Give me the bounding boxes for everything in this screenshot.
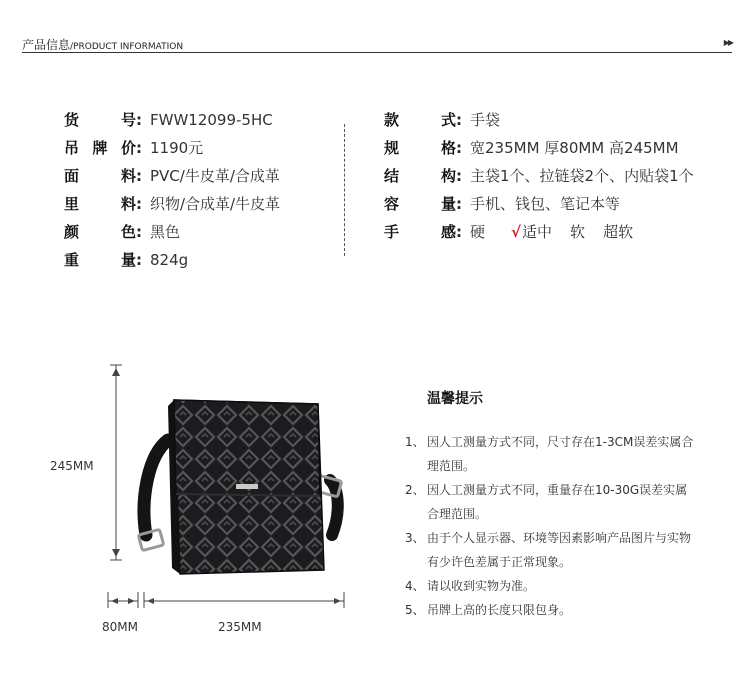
spec-row <box>64 218 280 246</box>
spec-row <box>384 162 694 190</box>
section-title <box>22 38 183 52</box>
spec-row <box>384 106 694 134</box>
spec-row <box>64 106 280 134</box>
spec-colon: : <box>136 139 142 157</box>
tip-text: 请以收到实物为准。 <box>427 579 536 593</box>
spec-label-char: 牌 <box>92 139 108 157</box>
spec-label <box>64 162 136 190</box>
spec-label <box>384 218 456 246</box>
tip-item <box>405 598 697 622</box>
spec-list-right <box>384 106 694 246</box>
tips-title: 温馨提示 <box>427 391 483 407</box>
spec-label <box>64 246 136 274</box>
spec-label <box>64 106 136 134</box>
spec-colon: : <box>136 167 142 185</box>
spec-value: 宽235MM 厚80MM 高245MM <box>470 139 679 157</box>
spec-label-char: 结 <box>384 167 400 185</box>
spec-row <box>64 190 280 218</box>
spec-label-char: 价 <box>120 139 136 157</box>
tip-number: 3、 <box>405 531 425 545</box>
feel-option: 硬 <box>470 223 486 241</box>
spec-label-char: 容 <box>384 195 400 213</box>
spec-colon: : <box>456 195 462 213</box>
spec-label <box>384 162 456 190</box>
section-title-cn: 产品信息 <box>22 38 71 52</box>
section-title-en: /PRODUCT INFORMATION <box>70 42 184 52</box>
spec-divider <box>344 124 345 256</box>
spec-colon: : <box>456 139 462 157</box>
feel-option: 超软 <box>603 223 634 241</box>
spec-label-char: 料 <box>120 167 136 185</box>
tip-item <box>405 574 697 598</box>
spec-list-left <box>64 106 280 274</box>
tip-text: 由于个人显示器、环境等因素影响产品图片与实物有少许色差属于正常现象。 <box>427 531 692 569</box>
spec-value: PVC/牛皮革/合成革 <box>150 167 280 185</box>
feel-option: 软 <box>570 223 586 241</box>
tip-number: 4、 <box>405 579 425 593</box>
spec-label-char: 面 <box>64 167 80 185</box>
check-mark-icon: √ <box>511 223 522 241</box>
tips-panel <box>405 388 697 622</box>
spec-label-char: 颜 <box>64 223 80 241</box>
spec-value: FWW12099-5HC <box>150 111 273 129</box>
spec-label-char: 号 <box>120 111 136 129</box>
tip-text: 因人工测量方式不同，尺寸存在1-3CM误差实属合理范围。 <box>427 435 694 473</box>
spec-label-char: 货 <box>64 111 80 129</box>
spec-value: 黑色 <box>150 223 181 241</box>
tip-text: 吊牌上高的长度只限包身。 <box>427 603 572 617</box>
spec-label-char: 格 <box>440 139 456 157</box>
tip-item <box>405 478 697 526</box>
tip-number: 5、 <box>405 603 425 617</box>
spec-colon: : <box>456 223 462 241</box>
spec-value: 主袋1个、拉链袋2个、内贴袋1个 <box>470 167 694 185</box>
spec-label <box>384 190 456 218</box>
section-header <box>22 34 732 53</box>
spec-value: 1190元 <box>150 139 204 157</box>
spec-label <box>384 106 456 134</box>
tip-number: 1、 <box>405 435 425 449</box>
spec-colon: : <box>136 195 142 213</box>
tips-list <box>405 430 697 622</box>
spec-row <box>384 134 694 162</box>
spec-label-char: 规 <box>384 139 400 157</box>
spec-colon: : <box>456 111 462 129</box>
spec-row-feel <box>384 218 694 246</box>
product-figure <box>40 360 370 640</box>
dim-height: 245MM <box>50 459 94 473</box>
tip-text: 因人工测量方式不同，重量存在10-30G误差实属合理范围。 <box>427 483 688 521</box>
spec-colon: : <box>456 167 462 185</box>
spec-colon: : <box>136 223 142 241</box>
spec-value: 手袋 <box>470 111 501 129</box>
spec-label-char: 量 <box>440 195 456 213</box>
spec-label <box>384 134 456 162</box>
spec-label <box>64 218 136 246</box>
feel-option: 适中 <box>522 223 553 241</box>
spec-label-char: 量 <box>120 251 136 269</box>
spec-label-char: 款 <box>384 111 400 129</box>
spec-label-char: 吊 <box>64 139 80 157</box>
tip-number: 2、 <box>405 483 425 497</box>
spec-label-char: 手 <box>384 223 400 241</box>
tip-item <box>405 526 697 574</box>
dim-width: 235MM <box>218 620 262 634</box>
spec-label-char: 感 <box>440 223 456 241</box>
spec-row <box>64 134 280 162</box>
spec-row <box>384 190 694 218</box>
bag-illustration <box>40 360 370 640</box>
dim-depth: 80MM <box>102 620 138 634</box>
feel-options <box>470 218 651 246</box>
spec-colon: : <box>136 111 142 129</box>
spec-row <box>64 162 280 190</box>
spec-colon: : <box>136 251 142 269</box>
tip-item <box>405 430 697 478</box>
spec-label-char: 料 <box>120 195 136 213</box>
spec-label-char: 构 <box>440 167 456 185</box>
spec-value: 手机、钱包、笔记本等 <box>470 195 621 213</box>
spec-label-char: 式 <box>440 111 456 129</box>
spec-row <box>64 246 280 274</box>
spec-label <box>64 134 136 162</box>
double-arrow-icon: ▶▶ <box>723 38 732 47</box>
spec-label-char: 重 <box>64 251 80 269</box>
spec-label-char: 色 <box>120 223 136 241</box>
spec-value: 织物/合成革/牛皮革 <box>150 195 281 213</box>
spec-label-char: 里 <box>64 195 80 213</box>
spec-value: 824g <box>150 251 189 269</box>
spec-label <box>64 190 136 218</box>
